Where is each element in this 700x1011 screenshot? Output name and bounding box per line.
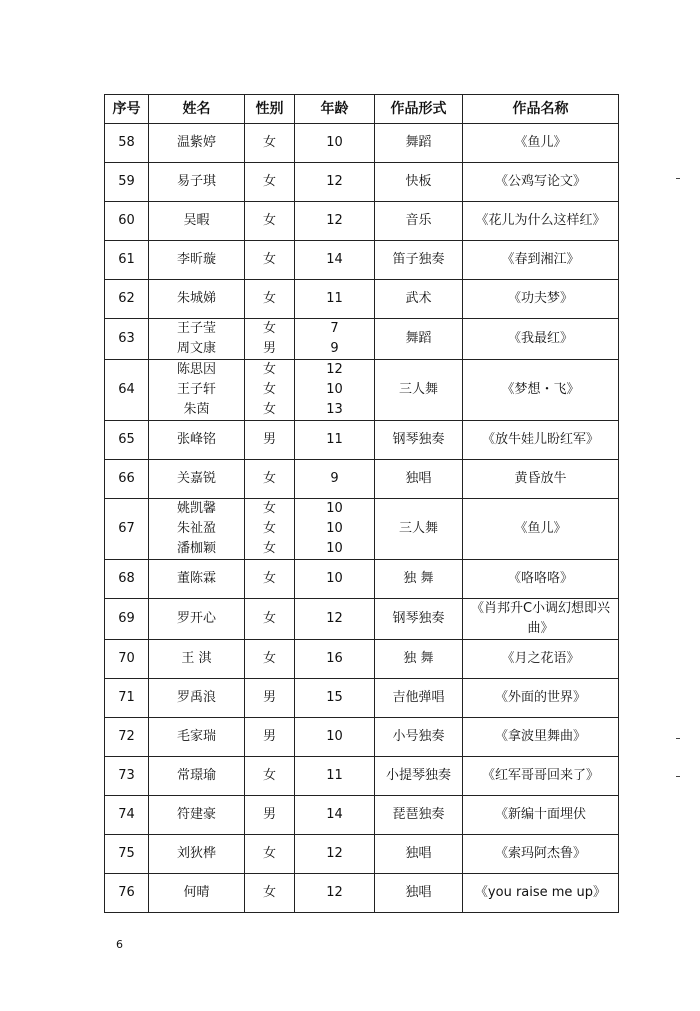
roster-table <box>104 94 619 913</box>
cell-name <box>149 560 245 599</box>
cell-gender <box>245 796 295 835</box>
cell-name-line: 朱祉盈 <box>176 521 216 536</box>
table-body <box>105 124 619 913</box>
cell-no: 65 <box>105 421 149 460</box>
cell-gender <box>245 679 295 718</box>
cell-title: 《月之花语》 <box>463 640 619 679</box>
cell-gender-line: 女 <box>262 521 276 536</box>
cell-no: 68 <box>105 560 149 599</box>
cell-age <box>295 163 375 202</box>
cell-title: 《春到湘江》 <box>463 241 619 280</box>
cell-name-line: 罗禹浪 <box>176 690 216 705</box>
cell-name-line: 温紫婷 <box>176 135 216 150</box>
cell-gender-line: 男 <box>262 729 276 744</box>
cell-name <box>149 241 245 280</box>
table-row <box>105 163 619 202</box>
cell-gender-line: 女 <box>262 135 276 150</box>
cell-name <box>149 280 245 319</box>
cell-name-line: 朱茵 <box>183 402 210 417</box>
cell-name-line: 常璟瑜 <box>176 768 216 783</box>
cell-name-line: 王子轩 <box>176 382 216 397</box>
table-row <box>105 499 619 560</box>
cell-gender-line: 男 <box>262 341 276 356</box>
cell-age-line: 11 <box>326 291 343 306</box>
cell-age-line: 12 <box>326 174 343 189</box>
cell-name <box>149 718 245 757</box>
cell-gender <box>245 360 295 421</box>
cell-gender-line: 女 <box>262 885 276 900</box>
cell-form: 三人舞 <box>375 360 463 421</box>
table-row <box>105 640 619 679</box>
cell-form: 快板 <box>375 163 463 202</box>
cell-title: 《红军哥哥回来了》 <box>463 757 619 796</box>
cell-form: 钢琴独奏 <box>375 421 463 460</box>
cell-gender-line: 女 <box>262 362 276 377</box>
table-row <box>105 202 619 241</box>
cell-age-line: 10 <box>326 541 343 556</box>
cell-gender-line: 女 <box>262 402 276 417</box>
cell-age-line: 13 <box>326 402 343 417</box>
cell-gender <box>245 124 295 163</box>
cell-name-line: 易子琪 <box>176 174 216 189</box>
scan-mark <box>676 776 680 777</box>
cell-form: 音乐 <box>375 202 463 241</box>
cell-form: 独唱 <box>375 874 463 913</box>
cell-form: 小提琴独奏 <box>375 757 463 796</box>
page-number: 6 <box>116 938 123 951</box>
cell-form: 吉他弹唱 <box>375 679 463 718</box>
cell-name-line: 姚凯馨 <box>176 501 216 516</box>
cell-age-line: 10 <box>326 501 343 516</box>
cell-name-line: 王 淇 <box>181 651 212 666</box>
cell-age <box>295 679 375 718</box>
cell-gender-line: 女 <box>262 768 276 783</box>
header-cell: 年龄 <box>295 95 375 124</box>
cell-gender <box>245 874 295 913</box>
cell-gender-line: 男 <box>262 690 276 705</box>
cell-no: 58 <box>105 124 149 163</box>
cell-age-line: 10 <box>326 382 343 397</box>
cell-form: 独 舞 <box>375 640 463 679</box>
cell-name-line: 刘狄桦 <box>176 846 216 861</box>
cell-no: 59 <box>105 163 149 202</box>
cell-name <box>149 124 245 163</box>
header-cell: 作品名称 <box>463 95 619 124</box>
cell-age-line: 12 <box>326 885 343 900</box>
cell-no: 64 <box>105 360 149 421</box>
cell-no: 66 <box>105 460 149 499</box>
cell-gender-line: 女 <box>262 846 276 861</box>
cell-name-line: 吴暇 <box>183 213 210 228</box>
cell-age-line: 7 <box>330 321 339 336</box>
table-row <box>105 360 619 421</box>
table-row <box>105 874 619 913</box>
cell-name <box>149 202 245 241</box>
cell-gender <box>245 560 295 599</box>
header-cell: 作品形式 <box>375 95 463 124</box>
cell-gender-line: 男 <box>262 432 276 447</box>
cell-age-line: 11 <box>326 768 343 783</box>
scan-mark <box>676 738 680 739</box>
cell-gender <box>245 163 295 202</box>
cell-gender-line: 女 <box>262 213 276 228</box>
cell-title: 《索玛阿杰鲁》 <box>463 835 619 874</box>
cell-age-line: 14 <box>326 252 343 267</box>
cell-gender <box>245 499 295 560</box>
cell-age-line: 14 <box>326 807 343 822</box>
table-row <box>105 460 619 499</box>
cell-age <box>295 874 375 913</box>
cell-name <box>149 360 245 421</box>
cell-gender-line: 女 <box>262 611 276 626</box>
cell-title: 《咯咯咯》 <box>463 560 619 599</box>
cell-name-line: 关嘉锐 <box>176 471 216 486</box>
cell-age-line: 9 <box>330 341 339 356</box>
cell-form: 舞蹈 <box>375 124 463 163</box>
cell-gender <box>245 640 295 679</box>
cell-title: 《我最红》 <box>463 319 619 360</box>
cell-name <box>149 421 245 460</box>
cell-title: 《功夫梦》 <box>463 280 619 319</box>
header-row <box>105 95 619 124</box>
cell-age-line: 10 <box>326 521 343 536</box>
cell-title: 《放牛娃儿盼红军》 <box>463 421 619 460</box>
cell-age <box>295 599 375 640</box>
cell-name-line: 毛家瑞 <box>176 729 216 744</box>
cell-form: 钢琴独奏 <box>375 599 463 640</box>
cell-gender-line: 女 <box>262 252 276 267</box>
header-cell: 性别 <box>245 95 295 124</box>
cell-no: 75 <box>105 835 149 874</box>
table-row <box>105 421 619 460</box>
cell-name-line: 李昕璇 <box>176 252 216 267</box>
cell-no: 72 <box>105 718 149 757</box>
cell-age <box>295 124 375 163</box>
cell-age <box>295 757 375 796</box>
cell-age <box>295 796 375 835</box>
cell-gender <box>245 757 295 796</box>
cell-age <box>295 360 375 421</box>
cell-gender <box>245 835 295 874</box>
cell-name-line: 何晴 <box>183 885 210 900</box>
cell-name <box>149 796 245 835</box>
cell-name-line: 朱城娣 <box>176 291 216 306</box>
cell-no: 67 <box>105 499 149 560</box>
cell-name-line: 周文康 <box>176 341 216 356</box>
cell-gender-line: 女 <box>262 291 276 306</box>
cell-name <box>149 874 245 913</box>
header-cell: 姓名 <box>149 95 245 124</box>
cell-age-line: 12 <box>326 611 343 626</box>
cell-gender <box>245 202 295 241</box>
cell-name <box>149 679 245 718</box>
cell-name-line: 符建豪 <box>176 807 216 822</box>
cell-age-line: 16 <box>326 651 343 666</box>
cell-form: 武术 <box>375 280 463 319</box>
table-row <box>105 124 619 163</box>
cell-age-line: 9 <box>330 471 339 486</box>
cell-title: 《公鸡写论文》 <box>463 163 619 202</box>
cell-gender <box>245 241 295 280</box>
cell-no: 60 <box>105 202 149 241</box>
table-row <box>105 835 619 874</box>
cell-no: 70 <box>105 640 149 679</box>
cell-gender-line: 女 <box>262 321 276 336</box>
cell-gender-line: 女 <box>262 651 276 666</box>
cell-age <box>295 421 375 460</box>
cell-gender <box>245 718 295 757</box>
cell-age <box>295 718 375 757</box>
cell-form: 独 舞 <box>375 560 463 599</box>
table-row <box>105 560 619 599</box>
cell-age <box>295 460 375 499</box>
cell-gender-line: 女 <box>262 174 276 189</box>
cell-age <box>295 835 375 874</box>
cell-title: 《鱼儿》 <box>463 499 619 560</box>
cell-age <box>295 202 375 241</box>
cell-age-line: 15 <box>326 690 343 705</box>
cell-age <box>295 280 375 319</box>
cell-age <box>295 640 375 679</box>
cell-name-line: 王子莹 <box>176 321 216 336</box>
cell-age-line: 12 <box>326 213 343 228</box>
cell-gender-line: 女 <box>262 382 276 397</box>
cell-name <box>149 163 245 202</box>
cell-gender <box>245 599 295 640</box>
cell-form: 笛子独奏 <box>375 241 463 280</box>
cell-no: 63 <box>105 319 149 360</box>
cell-name <box>149 835 245 874</box>
header-cell: 序号 <box>105 95 149 124</box>
cell-name <box>149 599 245 640</box>
table-row <box>105 757 619 796</box>
cell-age <box>295 560 375 599</box>
cell-no: 71 <box>105 679 149 718</box>
cell-no: 74 <box>105 796 149 835</box>
cell-gender-line: 男 <box>262 807 276 822</box>
cell-title: 《肖邦升C小调幻想即兴曲》 <box>463 599 619 640</box>
cell-name-line: 董陈霖 <box>176 571 216 586</box>
table-row <box>105 319 619 360</box>
cell-title: 《you raise me up》 <box>463 874 619 913</box>
cell-no: 69 <box>105 599 149 640</box>
cell-form: 独唱 <box>375 460 463 499</box>
table-row <box>105 718 619 757</box>
cell-age-line: 10 <box>326 729 343 744</box>
cell-name <box>149 757 245 796</box>
cell-name-line: 罗开心 <box>176 611 216 626</box>
cell-title: 《鱼儿》 <box>463 124 619 163</box>
cell-title: 黄昏放牛 <box>463 460 619 499</box>
cell-gender-line: 女 <box>262 471 276 486</box>
cell-name-line: 张峰铭 <box>176 432 216 447</box>
cell-no: 61 <box>105 241 149 280</box>
table-row <box>105 280 619 319</box>
cell-name <box>149 640 245 679</box>
cell-form: 小号独奏 <box>375 718 463 757</box>
cell-title: 《梦想・飞》 <box>463 360 619 421</box>
cell-title: 《花儿为什么这样红》 <box>463 202 619 241</box>
cell-form: 琵琶独奏 <box>375 796 463 835</box>
cell-form: 舞蹈 <box>375 319 463 360</box>
cell-no: 62 <box>105 280 149 319</box>
cell-form: 独唱 <box>375 835 463 874</box>
cell-no: 73 <box>105 757 149 796</box>
table-row <box>105 796 619 835</box>
cell-name <box>149 460 245 499</box>
cell-form: 三人舞 <box>375 499 463 560</box>
scan-mark <box>676 178 680 179</box>
table-row <box>105 241 619 280</box>
cell-age-line: 12 <box>326 362 343 377</box>
cell-gender <box>245 460 295 499</box>
cell-name <box>149 499 245 560</box>
cell-gender-line: 女 <box>262 501 276 516</box>
cell-name-line: 陈思因 <box>176 362 216 377</box>
cell-age <box>295 499 375 560</box>
cell-age-line: 12 <box>326 846 343 861</box>
cell-no: 76 <box>105 874 149 913</box>
cell-age-line: 11 <box>326 432 343 447</box>
cell-gender <box>245 319 295 360</box>
cell-name <box>149 319 245 360</box>
cell-gender-line: 女 <box>262 571 276 586</box>
cell-age <box>295 241 375 280</box>
cell-age-line: 10 <box>326 571 343 586</box>
table-row <box>105 599 619 640</box>
cell-gender <box>245 280 295 319</box>
cell-name-line: 潘枷颖 <box>176 541 216 556</box>
table-row <box>105 679 619 718</box>
cell-title: 《新编十面埋伏 <box>463 796 619 835</box>
cell-age <box>295 319 375 360</box>
cell-age-line: 10 <box>326 135 343 150</box>
cell-gender <box>245 421 295 460</box>
cell-gender-line: 女 <box>262 541 276 556</box>
cell-title: 《拿波里舞曲》 <box>463 718 619 757</box>
cell-title: 《外面的世界》 <box>463 679 619 718</box>
